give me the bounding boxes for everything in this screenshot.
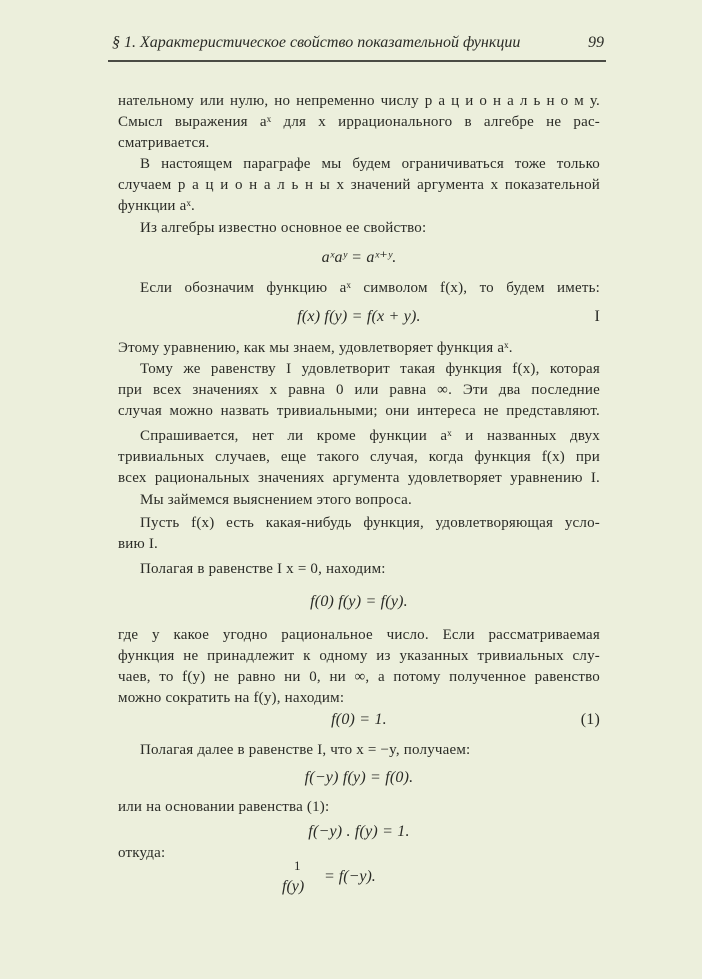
fraction-rhs: = f(−y). (324, 868, 376, 885)
header-rule (108, 60, 606, 62)
line-text: Спрашивается, нет ли кроме функции aˣ и названных двух (140, 428, 600, 444)
formula-line (118, 769, 600, 787)
text-line (118, 535, 600, 553)
line-text: чаев, то f(y) не равно ни 0, ни ∞, а потому полученное равенство (118, 669, 600, 685)
text-line (118, 844, 600, 862)
equation-number: I (594, 308, 600, 325)
header-title: § 1. Характеристическое свойство показательной функции (112, 34, 521, 51)
text-line (118, 176, 600, 194)
line-text: где y какое угодно рациональное число. Если рассматриваемая (118, 627, 600, 643)
text-line (140, 219, 600, 237)
page-number: 99 (588, 34, 604, 51)
line-text: Полагая в равенстве I x = 0, находим: (140, 561, 386, 577)
line-text: f(0) f(y) = f(y). (310, 593, 408, 610)
text-line (118, 469, 600, 487)
text-line (118, 448, 600, 466)
line-text: функция не принадлежит к одному из указанных тривиальных слу- (118, 648, 600, 664)
formula-line (118, 823, 600, 841)
line-text: f(−y) . f(y) = 1. (308, 823, 410, 840)
formula-line (118, 711, 600, 729)
fraction-denominator: f(y) (282, 878, 305, 895)
line-text: или на основании равенства (1): (118, 799, 330, 815)
line-text: сматривается. (118, 135, 210, 151)
text-line (118, 798, 600, 816)
text-line (140, 427, 600, 445)
formula-line (118, 593, 600, 611)
line-text: f(0) = 1. (331, 711, 387, 728)
text-line (140, 741, 600, 759)
line-text: Этому уравнению, как мы знаем, удовлетворяет функция aˣ. (118, 340, 513, 356)
line-text: тривиальных случаев, еще такого случая, когда функция f(x) при (118, 449, 600, 465)
text-line (140, 491, 600, 509)
text-line (140, 279, 600, 297)
text-line (118, 134, 600, 152)
line-text: нательному или нулю, но непременно числу р а ц и о н а л ь н о м у. (118, 93, 600, 109)
line-text: при всех значениях x равна 0 или равна ∞. Эти два последние (118, 382, 600, 398)
text-line (118, 339, 600, 357)
line-text: функции aˣ. (118, 198, 195, 214)
text-line (118, 92, 600, 110)
formula-line (118, 249, 600, 267)
line-text: Мы займемся выяснением этого вопроса. (140, 492, 412, 508)
line-text: Из алгебры известно основное ее свойство: (140, 220, 427, 236)
text-line (140, 155, 600, 173)
text-line (118, 197, 600, 215)
line-text: случая можно назвать тривиальными; они интереса не представляют. (118, 403, 600, 419)
line-text: Тому же равенству I удовлетворит такая функция f(x), которая (140, 361, 600, 377)
text-line (140, 560, 600, 578)
line-text: можно сократить на f(y), находим: (118, 690, 345, 706)
line-text: всех рациональных значениях аргумента удовлетворяет уравнению I. (118, 470, 600, 486)
text-line (140, 360, 600, 378)
formula-line (118, 308, 600, 326)
line-text: Пусть f(x) есть какая-нибудь функция, удовлетворяющая усло- (140, 515, 600, 531)
line-text: Смысл выражения aˣ для x иррационального в алгебре не рас- (118, 114, 600, 130)
text-line (118, 626, 600, 644)
line-text: случаем р а ц и о н а л ь н ы х значений аргумента x показательной (118, 177, 600, 193)
text-line (140, 514, 600, 532)
line-text: вию I. (118, 536, 159, 552)
fraction-numerator: 1 (294, 858, 301, 873)
line-text: f(−y) f(y) = f(0). (304, 769, 414, 786)
text-line (118, 668, 600, 686)
text-line (118, 113, 600, 131)
text-line (118, 381, 600, 399)
text-line (118, 402, 600, 420)
line-text: Полагая далее в равенстве I, что x = −y, получаем: (140, 742, 471, 758)
line-text: В настоящем параграфе мы будем ограничиваться тоже только (140, 156, 600, 172)
line-text: aˣaʸ = aˣ⁺ʸ. (321, 249, 397, 266)
text-line (118, 689, 600, 707)
text-line (118, 647, 600, 665)
line-text: f(x) f(y) = f(x + y). (297, 308, 421, 325)
running-header (112, 34, 604, 52)
line-text: Если обозначим функцию aˣ символом f(x), то будем иметь: (140, 280, 600, 296)
line-text: откуда: (118, 845, 166, 861)
equation-number: (1) (580, 711, 600, 728)
